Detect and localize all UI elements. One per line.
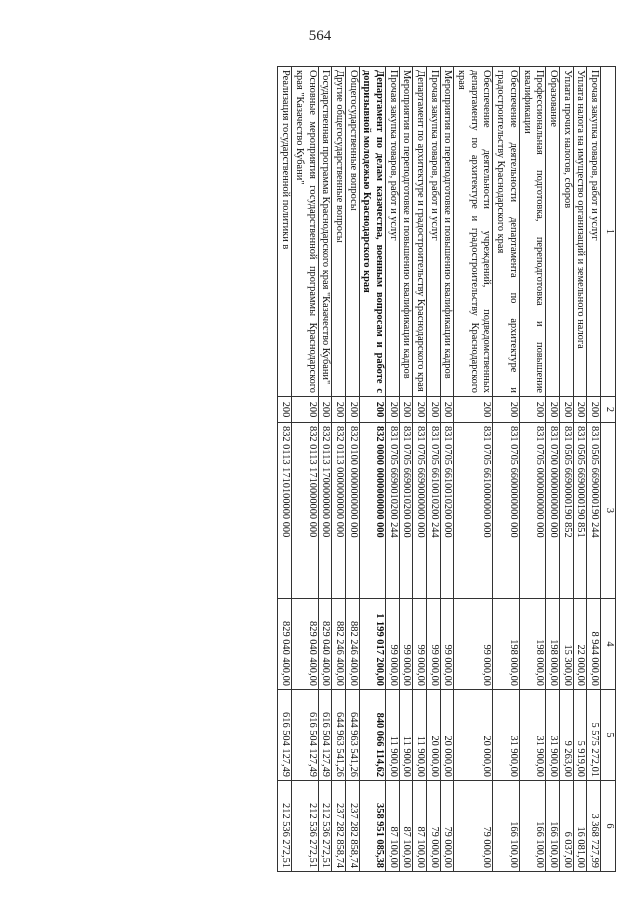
table-row bbox=[519, 67, 545, 872]
row-col2-cell: 200 bbox=[587, 397, 601, 423]
table-row bbox=[278, 67, 292, 872]
row-plan-cell: 1 199 017 200,00 bbox=[359, 599, 385, 690]
row-plan-cell: 99 000,00 bbox=[386, 599, 400, 690]
row-col2-cell: 200 bbox=[559, 397, 573, 423]
table-row bbox=[345, 67, 359, 872]
row-col2-cell: 200 bbox=[573, 397, 587, 423]
row-actual-cell: 31 900,00 bbox=[519, 690, 545, 781]
row-remainder-cell: 166 100,00 bbox=[519, 781, 545, 872]
row-remainder-cell: 79 000,00 bbox=[454, 781, 493, 872]
row-plan-cell: 198 000,00 bbox=[546, 599, 560, 690]
row-name-cell: Прочая закупка товаров, работ и услуг bbox=[587, 67, 601, 397]
header-cell-2: 2 bbox=[601, 397, 616, 423]
row-col2-cell: 200 bbox=[493, 397, 519, 423]
row-actual-cell: 20 000,00 bbox=[427, 690, 441, 781]
row-name-cell: Государственная программа Краснодарского края "Казачество Кубани" bbox=[318, 67, 332, 397]
row-remainder-cell: 212 536 272,51 bbox=[278, 781, 292, 872]
row-remainder-cell: 166 100,00 bbox=[546, 781, 560, 872]
row-name-cell: Основные мероприятия государственной программы Краснодарского края "Казачество Кубани" bbox=[292, 67, 318, 397]
row-code-cell: 832 0100 0000000000 000 bbox=[345, 423, 359, 599]
row-remainder-cell: 3 368 727,99 bbox=[587, 781, 601, 872]
table-row bbox=[440, 67, 454, 872]
table-row bbox=[587, 67, 601, 872]
row-col2-cell: 200 bbox=[546, 397, 560, 423]
row-plan-cell: 829 040 400,00 bbox=[278, 599, 292, 690]
row-remainder-cell: 87 100,00 bbox=[399, 781, 413, 872]
row-plan-cell: 15 300,00 bbox=[559, 599, 573, 690]
table-row bbox=[454, 67, 493, 872]
row-plan-cell: 99 000,00 bbox=[427, 599, 441, 690]
row-remainder-cell: 87 100,00 bbox=[386, 781, 400, 872]
row-col2-cell: 200 bbox=[359, 397, 385, 423]
table-row bbox=[573, 67, 587, 872]
row-remainder-cell: 237 282 858,74 bbox=[345, 781, 359, 872]
row-remainder-cell: 358 951 085,38 bbox=[359, 781, 385, 872]
row-col2-cell: 200 bbox=[318, 397, 332, 423]
header-cell-3: 3 bbox=[601, 423, 616, 599]
row-code-cell: 831 0705 6610010200 244 bbox=[427, 423, 441, 599]
row-plan-cell: 99 000,00 bbox=[440, 599, 454, 690]
row-remainder-cell: 16 081,00 bbox=[573, 781, 587, 872]
row-code-cell: 831 0505 6690000190 852 bbox=[559, 423, 573, 599]
row-col2-cell: 200 bbox=[399, 397, 413, 423]
table-row bbox=[559, 67, 573, 872]
row-actual-cell: 5 575 272,01 bbox=[587, 690, 601, 781]
table-body bbox=[278, 67, 601, 872]
row-actual-cell: 11 900,00 bbox=[413, 690, 427, 781]
header-cell-5: 5 bbox=[601, 690, 616, 781]
row-actual-cell: 20 000,00 bbox=[440, 690, 454, 781]
row-code-cell: 831 0705 6690000000 000 bbox=[413, 423, 427, 599]
row-code-cell: 831 0700 0000000000 000 bbox=[546, 423, 560, 599]
table-row bbox=[359, 67, 385, 872]
row-code-cell: 832 0000 0000000000 000 bbox=[359, 423, 385, 599]
row-actual-cell: 11 900,00 bbox=[386, 690, 400, 781]
row-actual-cell: 840 066 114,62 bbox=[359, 690, 385, 781]
row-remainder-cell: 79 000,00 bbox=[427, 781, 441, 872]
row-col2-cell: 200 bbox=[345, 397, 359, 423]
row-code-cell: 831 0705 6610010200 000 bbox=[440, 423, 454, 599]
row-name-cell: Образование bbox=[546, 67, 560, 397]
table-row bbox=[332, 67, 346, 872]
row-code-cell: 831 0705 0000000000 000 bbox=[519, 423, 545, 599]
row-name-cell: Мероприятия по переподготовке и повышению квалификации кадров bbox=[399, 67, 413, 397]
row-name-cell: Профессиональная подготовка, переподготовка и повышение квалификации bbox=[519, 67, 545, 397]
table-row bbox=[546, 67, 560, 872]
row-actual-cell: 20 000,00 bbox=[454, 690, 493, 781]
page-number: 564 bbox=[308, 28, 332, 44]
row-plan-cell: 99 000,00 bbox=[399, 599, 413, 690]
row-actual-cell: 5 919,00 bbox=[573, 690, 587, 781]
row-col2-cell: 200 bbox=[386, 397, 400, 423]
row-actual-cell: 9 263,00 bbox=[559, 690, 573, 781]
row-remainder-cell: 237 282 858,74 bbox=[332, 781, 346, 872]
row-plan-cell: 198 000,00 bbox=[493, 599, 519, 690]
row-name-cell: Мероприятия по переподготовке и повышению квалификации кадров bbox=[440, 67, 454, 397]
table-row bbox=[427, 67, 441, 872]
row-plan-cell: 198 000,00 bbox=[519, 599, 545, 690]
row-name-cell: Общегосударственные вопросы bbox=[345, 67, 359, 397]
row-code-cell: 831 0705 6690010200 244 bbox=[386, 423, 400, 599]
row-col2-cell: 200 bbox=[427, 397, 441, 423]
header-row bbox=[601, 67, 616, 872]
row-plan-cell: 829 040 400,00 bbox=[318, 599, 332, 690]
row-code-cell: 831 0705 6600000000 000 bbox=[493, 423, 519, 599]
row-code-cell: 831 0705 6690010200 000 bbox=[399, 423, 413, 599]
table-row bbox=[413, 67, 427, 872]
row-plan-cell: 8 944 000,00 bbox=[587, 599, 601, 690]
row-plan-cell: 99 000,00 bbox=[454, 599, 493, 690]
row-remainder-cell: 79 000,00 bbox=[440, 781, 454, 872]
row-name-cell: Департамент по делам казачества, военным вопросам и работе с допризывной молодежью Краснодарского края bbox=[359, 67, 385, 397]
row-col2-cell: 200 bbox=[413, 397, 427, 423]
table-row bbox=[318, 67, 332, 872]
row-code-cell: 832 0113 1710000000 000 bbox=[292, 423, 318, 599]
row-name-cell: Другие общегосударственные вопросы bbox=[332, 67, 346, 397]
row-name-cell: Прочая закупка товаров, работ и услуг bbox=[427, 67, 441, 397]
row-col2-cell: 200 bbox=[292, 397, 318, 423]
table-row bbox=[386, 67, 400, 872]
row-actual-cell: 616 504 127,49 bbox=[292, 690, 318, 781]
row-code-cell: 831 0505 6690000190 851 bbox=[573, 423, 587, 599]
row-plan-cell: 882 246 400,00 bbox=[345, 599, 359, 690]
row-remainder-cell: 166 100,00 bbox=[493, 781, 519, 872]
rotated-table-container bbox=[114, 66, 616, 871]
row-col2-cell: 200 bbox=[332, 397, 346, 423]
row-col2-cell: 200 bbox=[519, 397, 545, 423]
row-name-cell: Реализация государственной политики в bbox=[278, 67, 292, 397]
row-actual-cell: 644 963 541,26 bbox=[332, 690, 346, 781]
row-code-cell: 831 0505 6690000190 244 bbox=[587, 423, 601, 599]
row-actual-cell: 616 504 127,49 bbox=[278, 690, 292, 781]
header-cell-1: 1 bbox=[601, 67, 616, 397]
row-code-cell: 832 0113 1710100000 000 bbox=[278, 423, 292, 599]
row-actual-cell: 11 900,00 bbox=[399, 690, 413, 781]
row-col2-cell: 200 bbox=[278, 397, 292, 423]
row-plan-cell: 882 246 400,00 bbox=[332, 599, 346, 690]
row-name-cell: Департамент по архитектуре и градостроительству Краснодарского края bbox=[413, 67, 427, 397]
row-col2-cell: 200 bbox=[440, 397, 454, 423]
row-name-cell: Обеспечение деятельности учреждений, подведомственных департаменту по архитектуре и градостроительству Краснодарского края bbox=[454, 67, 493, 397]
row-name-cell: Уплата налога на имущество организаций и земельного налога bbox=[573, 67, 587, 397]
row-plan-cell: 829 040 400,00 bbox=[292, 599, 318, 690]
header-cell-6: 6 bbox=[601, 781, 616, 872]
row-plan-cell: 99 000,00 bbox=[413, 599, 427, 690]
row-name-cell: Уплата прочих налогов, сборов bbox=[559, 67, 573, 397]
row-remainder-cell: 6 037,00 bbox=[559, 781, 573, 872]
row-actual-cell: 644 963 541,26 bbox=[345, 690, 359, 781]
row-col2-cell: 200 bbox=[454, 397, 493, 423]
row-code-cell: 831 0705 6610000000 000 bbox=[454, 423, 493, 599]
row-actual-cell: 31 900,00 bbox=[546, 690, 560, 781]
row-code-cell: 832 0113 1700000000 000 bbox=[318, 423, 332, 599]
row-actual-cell: 616 504 127,49 bbox=[318, 690, 332, 781]
row-actual-cell: 31 900,00 bbox=[493, 690, 519, 781]
row-remainder-cell: 87 100,00 bbox=[413, 781, 427, 872]
table-row bbox=[292, 67, 318, 872]
row-name-cell: Обеспечение деятельности департамента по архитектуре и градостроительству Краснодарского края bbox=[493, 67, 519, 397]
budget-table bbox=[278, 66, 617, 872]
row-remainder-cell: 212 536 272,51 bbox=[318, 781, 332, 872]
row-code-cell: 832 0113 0000000000 000 bbox=[332, 423, 346, 599]
header-cell-4: 4 bbox=[601, 599, 616, 690]
row-plan-cell: 22 000,00 bbox=[573, 599, 587, 690]
table-row bbox=[493, 67, 519, 872]
row-remainder-cell: 212 536 272,51 bbox=[292, 781, 318, 872]
row-name-cell: Прочая закупка товаров, работ и услуг bbox=[386, 67, 400, 397]
table-row bbox=[399, 67, 413, 872]
